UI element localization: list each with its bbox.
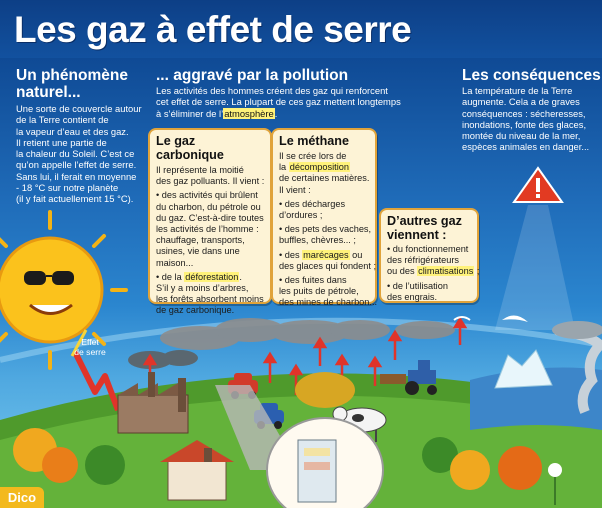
- consequences-text-line: augmente. Cela a de graves: [462, 96, 580, 108]
- highlight-marecages: marécages: [303, 249, 349, 260]
- other-gases-text-line: des réfrigérateurs: [387, 255, 460, 266]
- methane-box: [271, 128, 378, 308]
- other-gases-text-part: ou des: [387, 266, 418, 277]
- methane-text-line: buffles, chèvres... ;: [279, 235, 356, 246]
- methane-text-line: d’ordures ;: [279, 210, 323, 221]
- consequences-text-line: espèces animales en danger...: [462, 141, 590, 153]
- co2-text-line: maison...: [156, 257, 194, 268]
- methane-text-line: • des pets des vaches,: [279, 224, 372, 235]
- other-gases-text-line: • de l’utilisation: [387, 280, 448, 291]
- co2-box: [148, 128, 272, 316]
- natural-text-line: la vapeur d’eau et des gaz.: [16, 125, 129, 137]
- natural-heading-line: naturel...: [16, 84, 81, 101]
- title-bar: [0, 0, 602, 58]
- methane-text-line: • des fuites dans: [279, 275, 347, 286]
- greenhouse-effect-label: [68, 337, 112, 357]
- natural-text-line: (il y fait actuellement 15 °C).: [16, 193, 134, 205]
- co2-text-line: les activités de l’homme :: [156, 224, 259, 235]
- co2-text-line: du charbon, du pétrole ou: [156, 201, 261, 212]
- methane-text-line: [279, 162, 369, 173]
- methane-box-title: Le méthane: [279, 134, 349, 148]
- highlight-deforestation: déforestation: [185, 271, 239, 282]
- consequences-text-line: conséquences : sécheresses,: [462, 107, 586, 119]
- methane-text-line: • des décharges: [279, 198, 346, 209]
- other-gases-text-line: [387, 266, 480, 277]
- natural-text-line: - 18 °C sur notre planète: [16, 182, 119, 194]
- pollution-text-line: [156, 108, 401, 119]
- natural-heading-line: Un phénomène: [16, 67, 128, 84]
- co2-text-line: les forêts absorbent moins: [156, 294, 264, 305]
- methane-text-part: • des: [279, 249, 303, 260]
- pollution-heading: ... aggravé par la pollution: [156, 67, 349, 84]
- natural-text-line: de la Terre contient de: [16, 114, 109, 126]
- warning-icon: [514, 168, 562, 202]
- consequences-heading: Les conséquences: [462, 67, 601, 84]
- other-gases-text-part: ;: [474, 266, 480, 277]
- pollution-text-part: à s’éliminer de l’: [156, 107, 224, 119]
- methane-text-line: des glaces qui fondent ;: [279, 260, 377, 271]
- natural-text-line: qu’on appelle l’effet de serre.: [16, 159, 137, 171]
- natural-heading: [16, 67, 128, 101]
- consequences-text-line: La température de la Terre: [462, 85, 573, 96]
- pollution-text-part: .: [274, 107, 278, 119]
- methane-text-line: les puits de pétrole,: [279, 286, 359, 297]
- pollution-text-line: Les activités des hommes créent des gaz qui renforcent: [156, 85, 388, 96]
- page-title: Les gaz à effet de serre: [14, 9, 412, 50]
- co2-text-line: Il représente la moitié: [156, 165, 244, 175]
- dico-tag: Dico: [0, 487, 44, 508]
- co2-text-line: S’il y a moins d’arbres,: [156, 283, 249, 294]
- co2-box-title: Le gaz carbonique: [156, 134, 224, 162]
- other-gases-title-line: viennent :: [387, 228, 447, 242]
- methane-text-line: de certaines matières.: [279, 173, 370, 184]
- co2-text-line: • des activités qui brûlent: [156, 190, 258, 201]
- natural-text-line: la chaleur du Soleil. C’est ce: [16, 148, 135, 160]
- co2-text-line: du gaz. C’est-à-dire toutes: [156, 212, 264, 223]
- pollution-text-line: cet effet de serre. La plupart de ces gaz mettent longtemps: [156, 96, 401, 108]
- other-gases-text-line: des engrais.: [387, 291, 438, 302]
- greenhouse-label-line: de serre: [74, 347, 106, 357]
- iceberg-icon: [495, 350, 552, 388]
- co2-text-part: • de la: [156, 271, 185, 282]
- other-gases-title: [387, 214, 471, 242]
- other-gases-box: [379, 208, 479, 303]
- methane-text-line: [279, 250, 369, 261]
- other-gases-title-line: D’autres gaz: [387, 214, 462, 228]
- natural-text-line: Il retient une partie de: [16, 136, 107, 148]
- methane-text-line: des mines de charbon...: [279, 297, 378, 308]
- greenhouse-label-line: Effet: [81, 337, 99, 347]
- consequences-text: [462, 85, 589, 153]
- consequences-text-line: inondations, fonte des glaces,: [462, 118, 587, 130]
- highlight-atmosphere: atmosphère: [224, 107, 274, 119]
- methane-text-part: la: [279, 162, 289, 173]
- co2-text-line: [156, 272, 264, 283]
- natural-text-line: Une sorte de couvercle autour: [16, 103, 142, 114]
- natural-text-line: Sans lui, il ferait en moyenne: [16, 170, 137, 182]
- highlight-decomposition: décomposition: [289, 162, 349, 173]
- hay-icon: [295, 372, 355, 408]
- factory-icon: [118, 372, 188, 433]
- co2-text-line: des gaz polluants. Il vient :: [156, 176, 265, 187]
- pollution-cloud-icon: [160, 318, 455, 350]
- methane-text-line: Il se crée lors de: [279, 151, 347, 161]
- methane-text-line: Il vient :: [279, 184, 311, 195]
- co2-text-line: de gaz carbonique.: [156, 305, 235, 316]
- methane-text-part: ou: [349, 249, 363, 260]
- consequences-text-line: montée du niveau de la mer,: [462, 130, 581, 142]
- other-gases-text-line: • du fonctionnement: [387, 244, 469, 254]
- co2-text-line: usines, vie dans une: [156, 246, 240, 257]
- pollution-text: [156, 85, 401, 119]
- co2-text-line: chauffage, transports,: [156, 235, 245, 246]
- natural-text: [16, 103, 142, 205]
- co2-text-part: .: [239, 271, 242, 282]
- highlight-climatisations: climatisations: [418, 266, 474, 277]
